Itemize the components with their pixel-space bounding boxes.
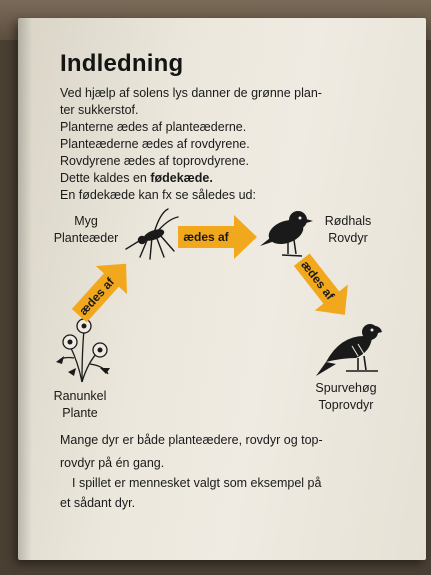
robin-name: Rødhals — [324, 214, 372, 228]
mosquito-caption — [50, 213, 122, 247]
called-line — [60, 171, 213, 185]
hawk-role: Toprovdyr — [318, 398, 374, 412]
robin-role: Rovdyr — [328, 231, 368, 245]
intro-line-4: Planteæderne ædes af rovdyrene. — [60, 137, 250, 151]
arrow-robin-to-hawk — [292, 256, 362, 328]
outro-line-4: et sådant dyr. — [60, 496, 136, 510]
mosquito-name: Myg — [74, 214, 98, 228]
arrow-label-2: ædes af — [76, 274, 118, 318]
mosquito-role: Planteæder — [53, 231, 119, 245]
hawk-name: Spurvehøg — [315, 381, 377, 395]
intro-line-1: Ved hjælp af solens lys danner de grønne plan- — [60, 86, 322, 100]
outro-line-1: Mange dyr er både planteædere, rovdyr og top- — [60, 433, 323, 447]
plant-name: Ranunkel — [53, 389, 107, 403]
hawk-caption — [304, 380, 388, 414]
called-prefix: Dette kaldes en — [60, 171, 151, 185]
intro-line-2: ter sukkerstof. — [60, 103, 139, 117]
arrow-mosquito-to-robin — [178, 212, 258, 262]
arrow-label-3: ædes af — [298, 257, 338, 303]
robin-caption — [308, 213, 388, 247]
arrow-plant-to-mosquito — [70, 250, 142, 322]
outro-line-3: I spillet er mennesket valgt som eksempel på — [72, 476, 322, 490]
outro-line-2: rovdyr på én gang. — [60, 456, 165, 470]
called-term: fødekæde. — [150, 171, 213, 185]
example-line: En fødekæde kan fx se således ud: — [60, 188, 256, 202]
arrow-label-1: ædes af — [183, 230, 229, 244]
plant-role: Plante — [62, 406, 98, 420]
intro-line-3: Planterne ædes af planteæderne. — [60, 120, 247, 134]
page-fold-shadow — [18, 18, 32, 560]
buttercup-plant-icon — [48, 312, 118, 384]
page-title: Indledning — [60, 50, 184, 77]
intro-line-5: Rovdyrene ædes af toprovdyrene. — [60, 154, 249, 168]
plant-caption — [42, 388, 118, 422]
robin-icon — [258, 206, 314, 260]
